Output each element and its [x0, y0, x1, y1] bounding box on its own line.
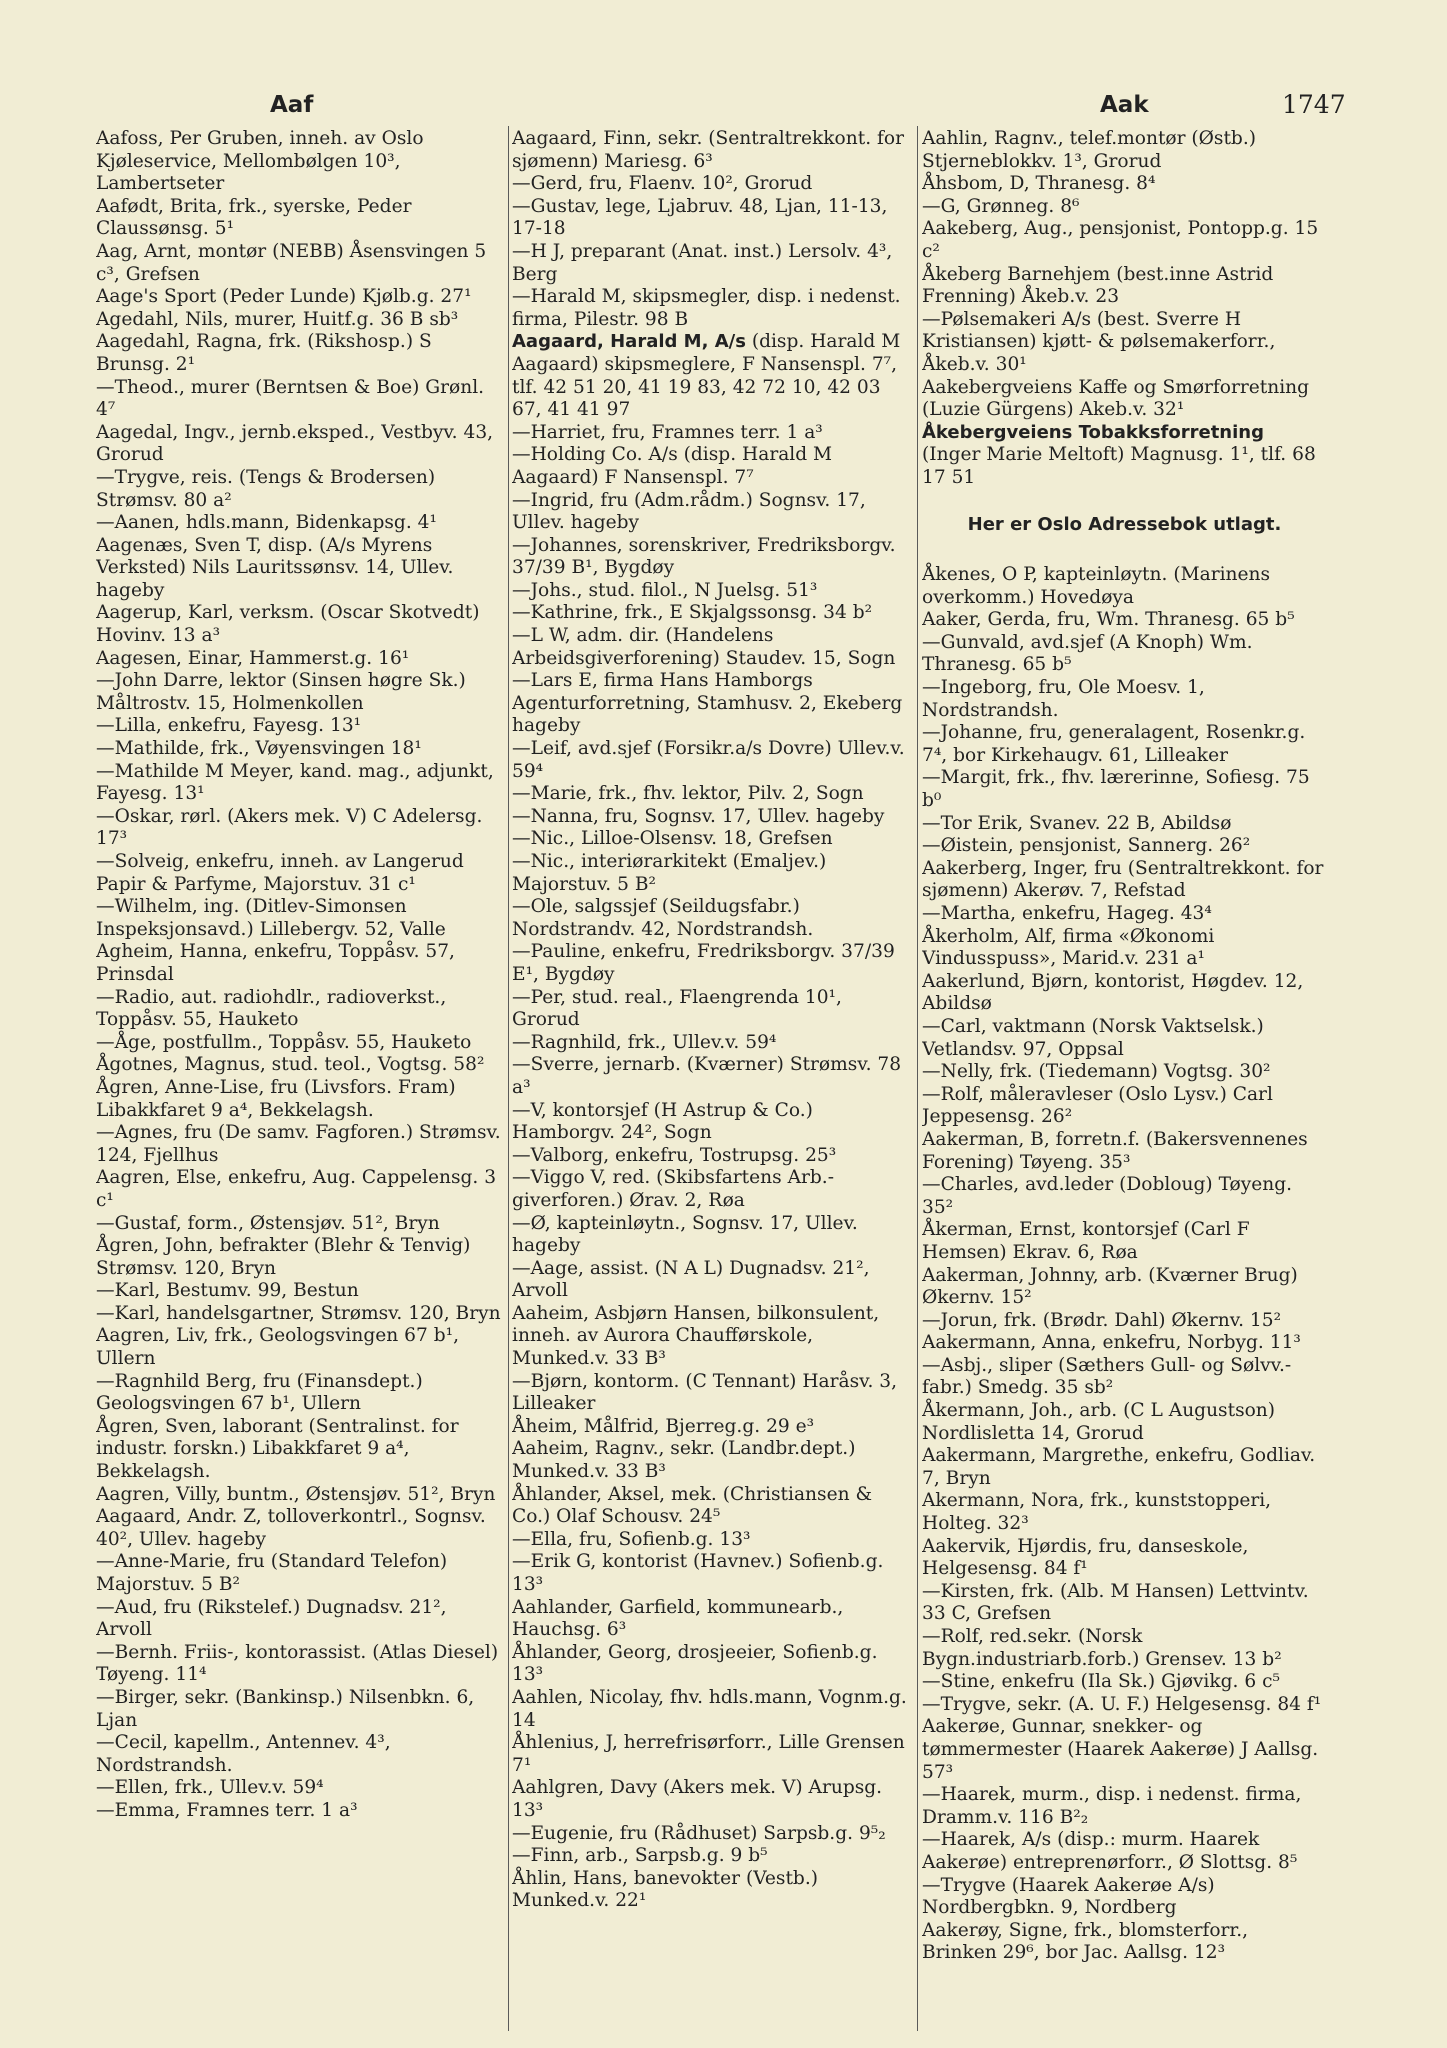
directory-entry: —Pølsemakeri A/s (best. Sverre H Kristiansen) kjøtt- & pølsemakerforr., Åkeb.v. 30¹ [922, 308, 1276, 375]
directory-entry: Åheim, Målfrid, Bjerreg.g. 29 e³ [512, 1415, 815, 1437]
column-2 [512, 128, 912, 2033]
directory-entry: Åkermann, Joh., arb. (C L Augustson) Nordlisletta 14, Grorud [922, 1400, 1276, 1444]
directory-entry: —Åge, postfullm., Toppåsv. 55, Hauketo [96, 1031, 472, 1053]
directory-entry: Aakermann, Anna, enkefru, Norbyg. 11³ [922, 1332, 1301, 1354]
directory-entry: —Oskar, rørl. (Akers mek. V) C Adelersg. 17³ [96, 805, 483, 850]
column-3 [922, 128, 1327, 2033]
directory-entry: —Bjørn, kontorm. (C Tennant) Haråsv. 3, Lilleaker [512, 1370, 898, 1415]
directory-entry: Ågotnes, Magnus, stud. teol., Vogtsg. 58² [96, 1054, 485, 1076]
directory-entry: Åkerman, Ernst, kontorsjef (Carl F Hemsen) Ekrav. 6, Røa [922, 1219, 1250, 1263]
directory-entry: —Tor Erik, Svanev. 22 B, Abildsø [922, 812, 1232, 834]
directory-entry: —Haarek, A/s (disp.: murm. Haarek Aakerøe) entreprenørforr., Ø Slottsg. 8⁵ [922, 1829, 1298, 1873]
directory-entry: —Ole, salgssjef (Seildugsfabr.) Nordstrandv. 42, Nordstrandsh. [512, 896, 814, 940]
column-divider [508, 126, 509, 2031]
directory-entry: Aakerman, Johnny, arb. (Kværner Brug) Økernv. 15² [922, 1264, 1298, 1309]
directory-entry: Aahlander, Garfield, kommunearb., Hauchsg. 6³ [512, 1596, 844, 1641]
column-1 [96, 128, 506, 2033]
directory-entry: —Lilla, enkefru, Fayesg. 13¹ [96, 715, 362, 737]
directory-entry: —Ø, kapteinløytn., Sognsv. 17, Ullev. hageby [512, 1212, 858, 1257]
directory-entry: —Harald M, skipsmegler, disp. i nedenst. firma, Pilestr. 98 B [512, 286, 901, 330]
directory-entry: —Harriet, fru, Framnes terr. 1 a³ [512, 421, 823, 443]
directory-entry: —Ingeborg, fru, Ole Moesv. 1, Nordstrandsh. [922, 677, 1205, 721]
directory-entry: —Gerd, fru, Flaenv. 10², Grorud [512, 173, 813, 195]
directory-entry: Aagaard, Harald M, A/s (disp. Harald M Aagaard) skipsmeglere, F Nansenspl. 7⁷, tlf. 42 51 20, 41 19 83, 42 72 10, 42 03 67, 41 41 97 [512, 331, 901, 421]
directory-entry: Aafødt, Brita, frk., syerske, Peder Claussønsg. 5¹ [96, 195, 412, 240]
directory-entry: —Nic., interiørarkitekt (Emaljev.) Majorstuv. 5 B² [512, 851, 827, 895]
directory-entry: Aaheim, Asbjørn Hansen, bilkonsulent, inneh. av Aurora Chaufførskole, Munked.v. 33 B³ [512, 1302, 880, 1370]
directory-entry: —Aanen, hdls.mann, Bidenkapsg. 4¹ [96, 512, 437, 534]
directory-entry: Aakerman, B, forretn.f. (Bakersvennenes Forening) Tøyeng. 35³ [922, 1128, 1308, 1173]
directory-entry: —Rolf, måleravleser (Oslo Lysv.) Carl Jeppesensg. 26² [922, 1083, 1273, 1128]
directory-entry: —Marie, frk., fhv. lektor, Pilv. 2, Sogn [512, 783, 864, 805]
page-number: 1747 [1282, 90, 1346, 119]
directory-entry: Åhlander, Aksel, mek. (Christiansen & Co.) Olaf Schousv. 24⁵ [512, 1483, 873, 1528]
directory-entry: —Nanna, fru, Sognsv. 17, Ullev. hageby [512, 805, 885, 827]
directory-entry: Aakerlund, Bjørn, kontorist, Høgdev. 12, Abildsø [922, 970, 1304, 1015]
directory-entry: —Leif, avd.sjef (Forsikr.a/s Dovre) Ullev.v. 59⁴ [512, 738, 905, 782]
directory-entry: —Kathrine, frk., E Skjalgssonsg. 34 b² [512, 602, 873, 624]
directory-entry: Aagren, Liv, frk., Geologsvingen 67 b¹, Ullern [96, 1325, 459, 1370]
directory-entry: —Charles, avd.leder (Dobloug) Tøyeng. 35² [922, 1174, 1293, 1218]
directory-entry: —Karl, handelsgartner, Strømsv. 120, Bryn [96, 1302, 501, 1324]
directory-entry: —Gustav, lege, Ljabruv. 48, Ljan, 11-13, 17-18 [512, 195, 888, 240]
directory-entry: Aaker, Gerda, fru, Wm. Thranesg. 65 b⁵ [922, 609, 1295, 631]
directory-entry: Aagren, Else, enkefru, Aug. Cappelensg. 3 c¹ [96, 1167, 497, 1211]
directory-entry: —Gustaf, form., Østensjøv. 51², Bryn [96, 1212, 440, 1234]
directory-entry: Aagedahl, Ragna, frk. (Rikshosp.) S Brunsg. 2¹ [96, 331, 432, 375]
directory-entry: Aakerberg, Inger, fru (Sentraltrekkont. for sjømenn) Akerøv. 7, Refstad [922, 857, 1324, 902]
directory-entry: —Finn, arb., Sarpsb.g. 9 b⁵ [512, 1845, 768, 1867]
directory-entry: —Johannes, sorenskriver, Fredriksborgv. 37/39 B¹, Bygdøy [512, 534, 896, 579]
directory-entry: Åhlander, Georg, drosjeeier, Sofienb.g. 13³ [512, 1641, 878, 1686]
directory-entry: Åkerholm, Alf, firma «Økonomi Vindusspuss», Marid.v. 231 a¹ [922, 925, 1215, 970]
directory-entry: Aafoss, Per Gruben, inneh. av Oslo Kjøleservice, Mellombølgen 10³, Lambertseter [96, 128, 424, 195]
directory-entry: Agheim, Hanna, enkefru, Toppåsv. 57, Prinsdal [96, 941, 455, 985]
directory-entry: Aahlgren, Davy (Akers mek. V) Arupsg. 13³ [512, 1777, 883, 1821]
directory-entry: —Pauline, enkefru, Fredriksborgv. 37/39 E¹, Bygdøy [512, 941, 895, 985]
directory-entry: —Nelly, frk. (Tiedemann) Vogtsg. 30² [922, 1061, 1271, 1083]
directory-entry: —Stine, enkefru (Ila Sk.) Gjøvikg. 6 c⁵ [922, 1671, 1280, 1693]
directory-entry: Aahlin, Ragnv., telef.montør (Østb.) Stjerneblokkv. 1³, Grorud [922, 128, 1256, 172]
directory-entry: —Agnes, fru (De samv. Fagforen.) Strømsv. 124, Fjellhus [96, 1122, 501, 1166]
directory-entry: —Mathilde, frk., Vøyensvingen 18¹ [96, 738, 422, 760]
directory-entry: Aakervik, Hjørdis, fru, danseskole, Helgesensg. 84 f¹ [922, 1535, 1249, 1580]
directory-entry: Åhlenius, J, herrefrisørforr., Lille Grensen 7¹ [512, 1732, 905, 1776]
directory-entry: Ågren, Anne-Lise, fru (Livsfors. Fram) Libakkfaret 9 a⁴, Bekkelagsh. [96, 1076, 456, 1121]
directory-entry: Akermann, Nora, frk., kunststopperi, Holteg. 32³ [922, 1490, 1272, 1535]
directory-entry: —Ingrid, fru (Adm.rådm.) Sognsv. 17, Ullev. hageby [512, 489, 866, 534]
directory-entry: Aag, Arnt, montør (NEBB) Åsensvingen 5 c³, Grefsen [96, 240, 487, 285]
directory-entry: —Trygve (Haarek Aakerøe A/s) Nordbergbkn. 9, Nordberg [922, 1874, 1215, 1919]
directory-entry: —Gunvald, avd.sjef (A Knoph) Wm. Thranesg. 65 b⁵ [922, 631, 1253, 676]
directory-entry: Åhsbom, D, Thranesg. 8⁴ [922, 173, 1156, 195]
directory-entry: —Per, stud. real., Flaengrenda 10¹, Grorud [512, 986, 842, 1031]
directory-entry: —John Darre, lektor (Sinsen høgre Sk.) Måltrostv. 15, Holmenkollen [96, 670, 466, 714]
directory-entry: —Ragnhild Berg, fru (Finansdept.) Geologsvingen 67 b¹, Ullern [96, 1370, 423, 1415]
directory-entry: —V, kontorsjef (H Astrup & Co.) Hamborgv. 24², Sogn [512, 1099, 813, 1144]
directory-entry: —Wilhelm, ing. (Ditlev-Simonsen Inspeksjonsavd.) Lillebergv. 52, Valle [96, 896, 446, 940]
directory-entry: —Bernh. Friis-, kontorassist. (Atlas Diesel) Tøyeng. 11⁴ [96, 1641, 499, 1686]
directory-entry: —L W, adm. dir. (Handelens Arbeidsgiverforening) Staudev. 15, Sogn [512, 625, 896, 669]
notice-text: Her er Oslo Adressebok utlagt. [967, 513, 1282, 535]
directory-entry: Ågren, John, befrakter (Blehr & Tenvig) Strømsv. 120, Bryn [96, 1235, 471, 1279]
directory-entry: —Trygve, sekr. (A. U. F.) Helgesensg. 84 f¹ [922, 1693, 1322, 1715]
directory-entry: —Lars E, firma Hans Hamborgs Agenturforretning, Stamhusv. 2, Ekeberg hageby [512, 670, 903, 737]
directory-entry: Aakerøe, Gunnar, snekker- og tømmermester (Haarek Aakerøe) J Aallsg. 57³ [922, 1716, 1319, 1783]
directory-entry: —Holding Co. A/s (disp. Harald M Aagaard) F Nansenspl. 7⁷ [512, 444, 833, 488]
directory-entry: —Kirsten, frk. (Alb. M Hansen) Lettvintv. 33 C, Grefsen [922, 1580, 1309, 1625]
directory-entry: Aakerøy, Signe, frk., blomsterforr., Brinken 29⁶, bor Jac. Aallsg. 12³ [922, 1919, 1249, 1964]
directory-entry: —Cecil, kapellm., Antennev. 4³, Nordstrandsh. [96, 1732, 391, 1776]
directory-entry: —Aud, fru (Rikstelef.) Dugnadsv. 21², Arvoll [96, 1596, 447, 1641]
directory-entry: —Solveig, enkefru, inneh. av Langerud Papir & Parfyme, Majorstuv. 31 c¹ [96, 851, 464, 895]
directory-entry: Aakebergveiens Kaffe og Smørforretning (Luzie Gürgens) Akeb.v. 32¹ [922, 376, 1310, 421]
directory-entry: —Birger, sekr. (Bankinsp.) Nilsenbkn. 6, Ljan [96, 1686, 475, 1731]
directory-entry: —Theod., murer (Berntsen & Boe) Grønl. 4⁷ [96, 376, 485, 421]
directory-entry: —Eugenie, fru (Rådhuset) Sarpsb.g. 9⁵₂ [512, 1822, 886, 1844]
directory-entry: —Rolf, red.sekr. (Norsk Bygn.industriarb.forb.) Grensev. 13 b² [922, 1626, 1282, 1670]
directory-entry: Aakermann, Margrethe, enkefru, Godliav. 7, Bryn [922, 1445, 1316, 1489]
directory-entry: —Ragnhild, frk., Ullev.v. 59⁴ [512, 1031, 777, 1053]
directory-entry: —Karl, Bestumv. 99, Bestun [96, 1280, 359, 1302]
header-right-keyword: Aak [1100, 92, 1149, 118]
directory-entry: —Ellen, frk., Ullev.v. 59⁴ [96, 1777, 324, 1799]
directory-entry: Ågren, Sven, laborant (Sentralinst. for industr. forskn.) Libakkfaret 9 a⁴, Bekkelagsh. [96, 1415, 459, 1483]
directory-entry: Aagenæs, Sven T, disp. (A/s Myrens Verksted) Nils Lauritssønsv. 14, Ullev. hageby [96, 534, 454, 601]
directory-entry: —Johanne, fru, generalagent, Rosenkr.g. 7⁴, bor Kirkehaugv. 61, Lilleaker [922, 722, 1306, 766]
directory-entry: Aagaard, Finn, sekr. (Sentraltrekkont. for sjømenn) Mariesg. 6³ [512, 128, 904, 172]
directory-entry: —Aage, assist. (N A L) Dugnadsv. 21², Arvoll [512, 1257, 870, 1302]
directory-entry: Åhlin, Hans, banevokter (Vestb.) Munked.v. 22¹ [512, 1867, 818, 1912]
directory-entry: Aagerup, Karl, verksm. (Oscar Skotvedt) Hovinv. 13 a³ [96, 602, 480, 647]
directory-entry: —Asbj., sliper (Sæthers Gull- og Sølvv.-fabr.) Smedg. 35 sb² [922, 1354, 1292, 1399]
directory-entry: Aahlen, Nicolay, fhv. hdls.mann, Vognm.g. 14 [512, 1686, 907, 1731]
directory-entry: —Trygve, reis. (Tengs & Brodersen) Strømsv. 80 a² [96, 466, 436, 511]
directory-entry: Åkenes, O P, kapteinløytn. (Marinens overkomm.) Hovedøya [922, 564, 1271, 608]
directory-entry: Aaheim, Ragnv., sekr. (Landbr.dept.) Munked.v. 33 B³ [512, 1438, 856, 1483]
directory-entry: Aagesen, Einar, Hammerst.g. 16¹ [96, 647, 410, 669]
header-left-keyword: Aaf [270, 92, 314, 118]
directory-entry: Aagedal, Ingv., jernb.eksped., Vestbyv. 43, Grorud [96, 421, 494, 466]
directory-entry: Agedahl, Nils, murer, Huitf.g. 36 B sb³ [96, 308, 459, 330]
entry-bold-name: Aagaard, Harald M, A/s [512, 331, 746, 353]
directory-entry: Åkeberg Barnehjem (best.inne Astrid Frenning) Åkeb.v. 23 [922, 263, 1274, 308]
directory-entry: —Margit, frk., fhv. lærerinne, Sofiesg. 75 b⁰ [922, 767, 1310, 812]
directory-entry: —Haarek, murm., disp. i nedenst. firma, Dramm.v. 116 B²₂ [922, 1784, 1302, 1828]
directory-entry: —G, Grønneg. 8⁶ [922, 195, 1080, 217]
directory-entry: —Mathilde M Meyer, kand. mag., adjunkt, Fayesg. 13¹ [96, 760, 494, 805]
directory-entry: Åkebergveiens Tobakksforretning (Inger Marie Meltoft) Magnusg. 1¹, tlf. 68 17 51 [922, 421, 1316, 488]
directory-entry: Aage's Sport (Peder Lunde) Kjølb.g. 27¹ [96, 286, 472, 308]
column-divider [917, 126, 918, 2031]
directory-entry: —Radio, aut. radiohdlr., radioverkst., Toppåsv. 55, Hauketo [96, 986, 447, 1031]
directory-entry: —Viggo V, red. (Skibsfartens Arb.-giverforen.) Ørav. 2, Røa [512, 1167, 834, 1211]
directory-entry: Aagren, Villy, buntm., Østensjøv. 51², Bryn [96, 1483, 496, 1505]
directory-entry: —Martha, enkefru, Hageg. 43⁴ [922, 903, 1212, 924]
directory-entry: —Emma, Framnes terr. 1 a³ [96, 1799, 358, 1821]
directory-entry: —Valborg, enkefru, Tostrupsg. 25³ [512, 1144, 837, 1166]
directory-entry: Aagaard, Andr. Z, tolloverkontrl., Sognsv. 40², Ullev. hageby [96, 1506, 486, 1550]
directory-entry: —Ella, fru, Sofienb.g. 13³ [512, 1528, 751, 1550]
entry-bold-name: Åkebergveiens Tobakksforretning [922, 421, 1264, 443]
directory-entry: —Erik G, kontorist (Havnev.) Sofienb.g. 13³ [512, 1551, 884, 1595]
directory-entry: Aakeberg, Aug., pensjonist, Pontopp.g. 15 c² [922, 218, 1319, 262]
directory-entry: —Nic., Lilloe-Olsensv. 18, Grefsen [512, 828, 833, 850]
directory-entry: —Jorun, frk. (Brødr. Dahl) Økernv. 15² [922, 1309, 1282, 1331]
directory-entry: —H J, preparant (Anat. inst.) Lersolv. 4³, Berg [512, 240, 893, 285]
directory-entry: —Øistein, pensjonist, Sannerg. 26² [922, 835, 1251, 857]
directory-entry: —Johs., stud. filol., N Juelsg. 51³ [512, 579, 818, 601]
directory-entry: —Anne-Marie, fru (Standard Telefon) Majorstuv. 5 B² [96, 1551, 448, 1595]
directory-entry: —Carl, vaktmann (Norsk Vaktselsk.) Vetlandsv. 97, Oppsal [922, 1015, 1264, 1060]
directory-entry: —Sverre, jernarb. (Kværner) Strømsv. 78 a³ [512, 1054, 902, 1098]
